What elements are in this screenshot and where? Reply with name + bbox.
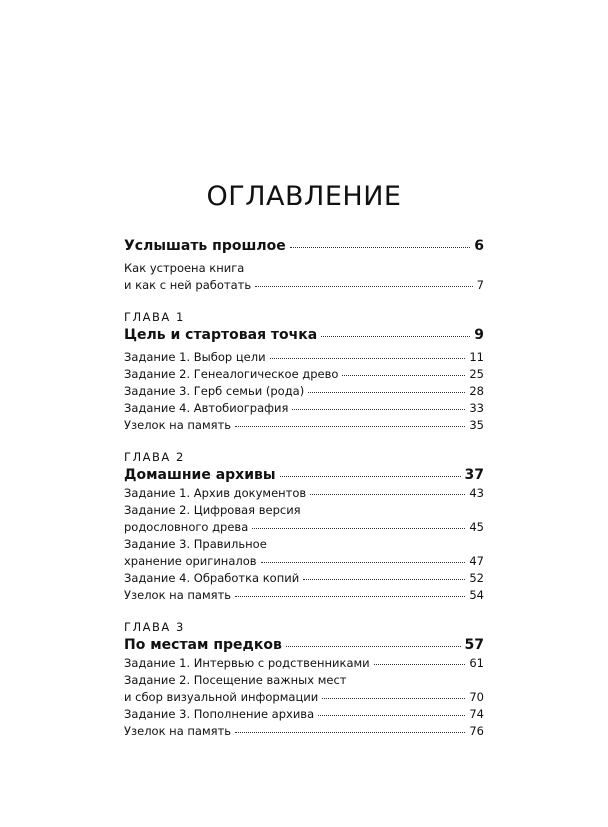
toc-entry[interactable] [124, 519, 484, 536]
toc-entry-label: Задание 1. Выбор цели [124, 350, 266, 364]
toc-entry-line: Задание 2. Посещение важных мест [124, 673, 347, 687]
toc-page-number: 47 [469, 554, 484, 568]
chapter-label: ГЛАВА 2 [124, 450, 185, 464]
toc-page-number: 35 [469, 418, 484, 432]
toc-entry[interactable] [124, 553, 484, 570]
toc-page-number: 76 [469, 724, 484, 738]
toc-entry-label: По местам предков [124, 637, 282, 653]
toc-entry-label: и сбор визуальной информации [124, 690, 319, 704]
dot-leader [235, 426, 465, 427]
toc-entry-label: хранение оригиналов [124, 554, 257, 568]
toc-page-number: 6 [474, 238, 484, 254]
toc-entry-intro[interactable] [124, 236, 484, 256]
toc-entry[interactable] [124, 689, 484, 706]
toc-page-number: 52 [469, 571, 484, 585]
toc-page-number: 57 [464, 637, 484, 653]
toc-entry-line: Задание 3. Правильное [124, 537, 267, 551]
toc-page-number: 37 [464, 467, 484, 483]
toc-entry[interactable] [124, 723, 484, 740]
table-of-contents [124, 236, 484, 740]
chapter-label: ГЛАВА 3 [124, 620, 185, 634]
toc-entry-label: Задание 2. Генеалогическое древо [124, 367, 339, 381]
toc-entry-chapter-2[interactable] [124, 465, 484, 485]
toc-entry-label: Задание 3. Герб семьи (рода) [124, 384, 305, 398]
dot-leader [308, 392, 465, 393]
toc-entry-label: Узелок на память [124, 724, 232, 738]
toc-page-number: 70 [469, 690, 484, 704]
toc-entry-label: Задание 3. Пополнение архива [124, 707, 315, 721]
toc-entry[interactable] [124, 587, 484, 604]
dot-leader [374, 664, 466, 665]
dot-leader [286, 646, 461, 647]
toc-entry-label: Узелок на память [124, 418, 232, 432]
chapter-label: ГЛАВА 1 [124, 310, 185, 324]
toc-page-number: 45 [469, 520, 484, 534]
dot-leader [235, 732, 465, 733]
toc-entry[interactable] [124, 349, 484, 366]
dot-leader [322, 698, 465, 699]
dot-leader [255, 286, 473, 287]
toc-page-number: 33 [469, 401, 484, 415]
dot-leader [310, 494, 465, 495]
toc-entry[interactable] [124, 655, 484, 672]
toc-entry-label: Узелок на память [124, 588, 232, 602]
toc-page-number: 9 [474, 327, 484, 343]
toc-entry[interactable] [124, 366, 484, 383]
page-title: ОГЛАВЛЕНИЕ [206, 181, 402, 212]
toc-page-number: 61 [469, 656, 484, 670]
dot-leader [321, 336, 470, 337]
dot-leader [342, 375, 465, 376]
toc-entry-chapter-3[interactable] [124, 635, 484, 655]
toc-entry-label: Задание 4. Обработка копий [124, 571, 300, 585]
dot-leader [270, 358, 466, 359]
dot-leader [292, 409, 465, 410]
toc-entry[interactable] [124, 400, 484, 417]
dot-leader [290, 247, 471, 248]
dot-leader [280, 476, 461, 477]
dot-leader [261, 562, 466, 563]
toc-entry[interactable] [124, 417, 484, 434]
toc-entry-label: Задание 1. Архив документов [124, 486, 307, 500]
toc-entry[interactable] [124, 383, 484, 400]
dot-leader [252, 528, 465, 529]
toc-page-number: 43 [469, 486, 484, 500]
toc-entry[interactable] [124, 570, 484, 587]
toc-entry[interactable] [124, 706, 484, 723]
toc-page-number: 7 [476, 278, 484, 292]
toc-page-number: 54 [469, 588, 484, 602]
toc-page-number: 11 [469, 350, 484, 364]
toc-entry-label: родословного древа [124, 520, 249, 534]
toc-entry-chapter-1[interactable] [124, 325, 484, 345]
toc-entry-line: Как устроена книга [124, 261, 245, 275]
toc-entry-label: Задание 1. Интервью с родственниками [124, 656, 370, 670]
toc-page-number: 25 [469, 367, 484, 381]
toc-entry-label: и как с ней работать [124, 278, 252, 292]
dot-leader [303, 579, 465, 580]
toc-entry-label: Домашние архивы [124, 467, 276, 483]
toc-entry-how-to[interactable] [124, 277, 484, 294]
toc-page-number: 74 [469, 707, 484, 721]
toc-entry-label: Задание 4. Автобиография [124, 401, 289, 415]
toc-entry-label: Услышать прошлое [124, 238, 286, 254]
toc-entry-label: Цель и стартовая точка [124, 327, 318, 343]
toc-entry[interactable] [124, 485, 484, 502]
dot-leader [318, 715, 465, 716]
dot-leader [235, 596, 465, 597]
toc-entry-line: Задание 2. Цифровая версия [124, 503, 301, 517]
toc-page-number: 28 [469, 384, 484, 398]
